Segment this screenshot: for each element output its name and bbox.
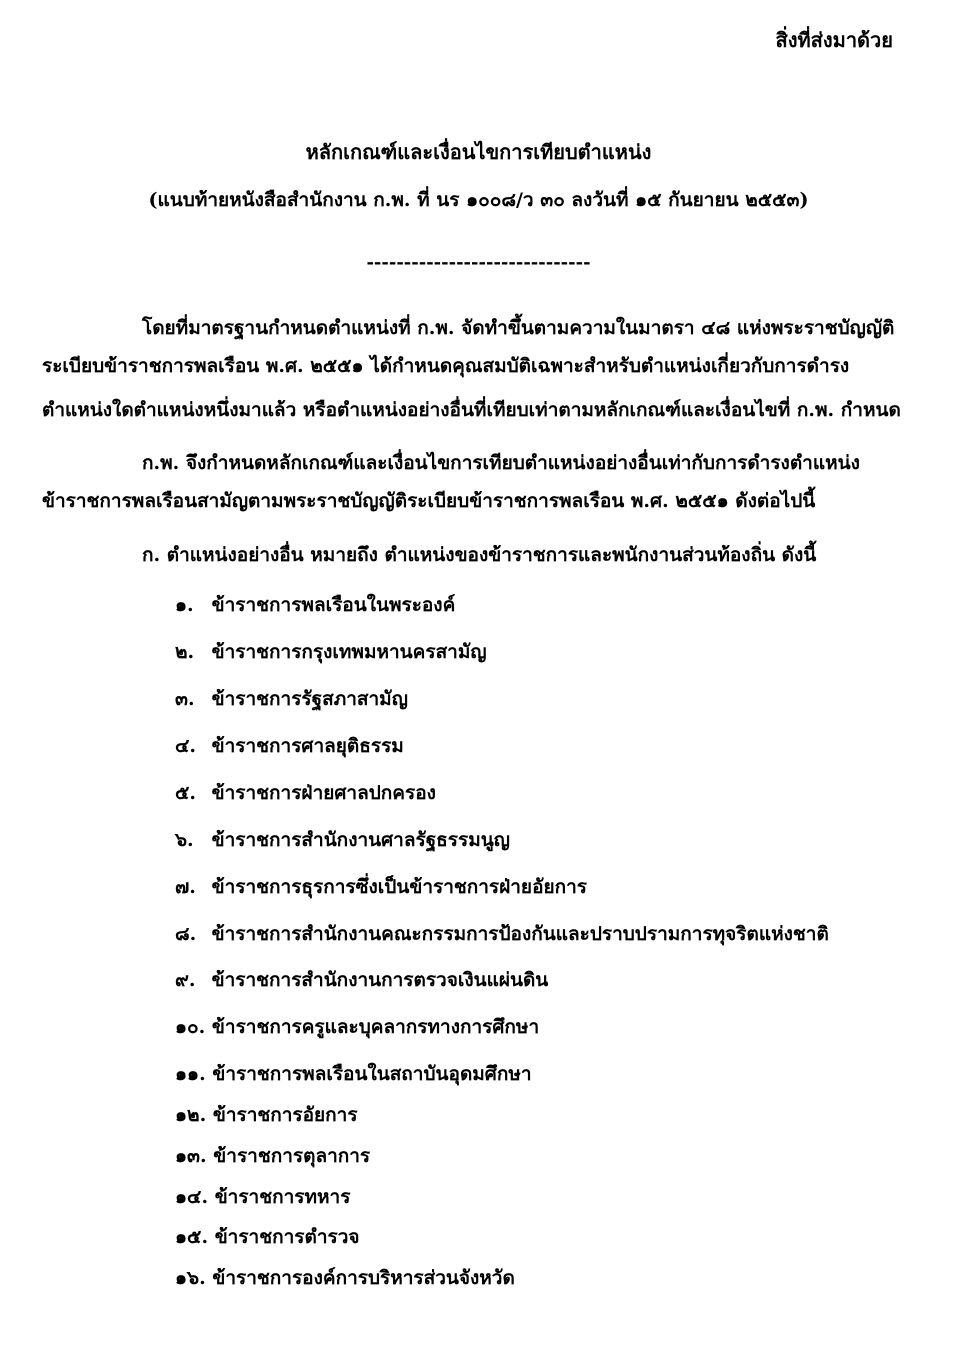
list-item-number: ๘. <box>175 923 197 945</box>
list-item-number: ๑๑. <box>175 1063 206 1085</box>
list-item <box>175 590 455 620</box>
list-item-text: ข้าราชการธุรการซึ่งเป็นข้าราชการฝ่ายอัยการ <box>211 876 587 898</box>
list-item <box>175 731 404 761</box>
list-item <box>175 637 487 667</box>
list-item-text: ข้าราชการตำรวจ <box>214 1226 360 1248</box>
list-item-text: ข้าราชการตุลาการ <box>213 1145 371 1167</box>
section-a-heading: ก. ตำแหน่งอย่างอื่น หมายถึง ตำแหน่งของข้าราชการและพนักงานส่วนท้องถิ่น ดังนี้ <box>142 544 817 566</box>
divider-line: ------------------------------ <box>366 252 591 273</box>
list-item-number: ๗. <box>175 876 196 898</box>
list-item <box>175 825 510 855</box>
list-item <box>175 872 587 902</box>
list-item-number: ๕. <box>175 782 196 804</box>
list-item-text: ข้าราชการอัยการ <box>212 1104 358 1126</box>
list-item <box>175 1222 360 1252</box>
list-item <box>175 1182 350 1212</box>
list-item-number: ๓. <box>175 688 195 710</box>
list-item-text: ข้าราชการกรุงเทพมหานครสามัญ <box>211 641 487 663</box>
list-item-text: ข้าราชการพลเรือนในพระองค์ <box>211 594 456 616</box>
list-item <box>175 919 829 949</box>
list-item-number: ๒. <box>175 641 195 663</box>
enclosure-label: สิ่งที่ส่งมาด้วย <box>775 28 893 52</box>
list-item <box>175 1141 370 1171</box>
list-item-text: ข้าราชการทหาร <box>214 1186 351 1208</box>
list-item-number: ๙. <box>175 969 196 991</box>
list-item-number: ๑๒. <box>175 1104 207 1126</box>
list-item-text: ข้าราชการพลเรือนในสถาบันอุดมศึกษา <box>212 1063 532 1085</box>
list-item-text: ข้าราชการครูและบุคลากรทางการศึกษา <box>211 1016 540 1038</box>
list-item-text: ข้าราชการสำนักงานการตรวจเงินแผ่นดิน <box>211 969 549 991</box>
list-item-text: ข้าราชการศาลยุติธรรม <box>211 735 404 757</box>
list-item <box>175 1263 515 1293</box>
paragraph-1-line-1: โดยที่มาตรฐานกำหนดตำแหน่งที่ ก.พ. จัดทำขึ้นตามความในมาตรา ๔๘ แห่งพระราชบัญญัติ <box>142 317 895 339</box>
list-item-number: ๖. <box>175 829 194 851</box>
list-item-number: ๑๖. <box>175 1267 206 1289</box>
list-item-number: ๑. <box>175 594 194 616</box>
list-item <box>175 1012 539 1042</box>
paragraph-2-line-1: ก.พ. จึงกำหนดหลักเกณฑ์และเงื่อนไขการเทียบตำแหน่งอย่างอื่นเท่ากับการดำรงตำแหน่ง <box>142 452 860 474</box>
document-subtitle: (แนบท้ายหนังสือสำนักงาน ก.พ. ที่ นร ๑๐๐๘/ว ๓๐ ลงวันที่ ๑๕ กันยายน ๒๕๕๓) <box>148 189 809 211</box>
paragraph-1-line-2: ระเบียบข้าราชการพลเรือน พ.ศ. ๒๕๕๑ ได้กำหนดคุณสมบัติเฉพาะสำหรับตำแหน่งเกี่ยวกับการดำรง <box>42 355 850 377</box>
paragraph-1-line-3: ตำแหน่งใดตำแหน่งหนึ่งมาแล้ว หรือตำแหน่งอย่างอื่นที่เทียบเท่าตามหลักเกณฑ์และเงื่อนไขที่ ก.พ. กำหนด <box>42 399 901 421</box>
list-item <box>175 1059 532 1089</box>
list-item-number: ๔. <box>175 735 196 757</box>
list-item <box>175 965 548 995</box>
list-item-text: ข้าราชการสำนักงานคณะกรรมการป้องกันและปราบปรามการทุจริตแห่งชาติ <box>211 923 829 945</box>
paragraph-2-line-2: ข้าราชการพลเรือนสามัญตามพระราชบัญญัติระเบียบข้าราชการพลเรือน พ.ศ. ๒๕๕๑ ดังต่อไปนี้ <box>42 490 816 512</box>
list-item <box>175 778 436 808</box>
document-title: หลักเกณฑ์และเงื่อนไขการเทียบตำแหน่ง <box>305 140 652 164</box>
list-item-text: ข้าราชการสำนักงานศาลรัฐธรรมนูญ <box>211 829 510 851</box>
list-item <box>175 684 408 714</box>
list-item-text: ข้าราชการรัฐสภาสามัญ <box>211 688 408 710</box>
list-item-text: ข้าราชการองค์การบริหารส่วนจังหวัด <box>212 1267 515 1289</box>
list-item-text: ข้าราชการฝ่ายศาลปกครอง <box>211 782 436 804</box>
list-item-number: ๑๐. <box>175 1016 206 1038</box>
list-item <box>175 1100 358 1130</box>
list-item-number: ๑๔. <box>175 1186 209 1208</box>
list-item-number: ๑๕. <box>175 1226 209 1248</box>
list-item-number: ๑๓. <box>175 1145 207 1167</box>
